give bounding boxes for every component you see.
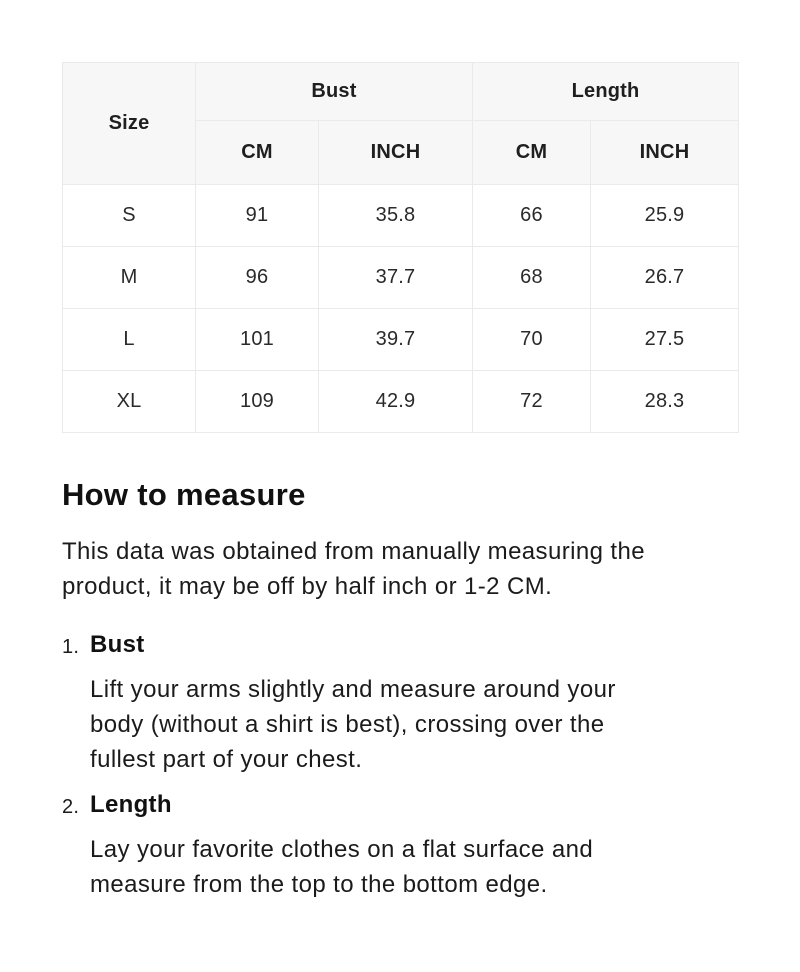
how-to-measure-heading: How to measure [62,477,306,512]
cell-bust-cm: 109 [196,371,319,433]
table-row-l [63,309,739,371]
cell-bust-inch: 42.9 [319,371,473,433]
cell-length-cm: 68 [473,247,591,309]
measure-intro-text: This data was obtained from manually measuring the product, it may be off by half inch or 1-2 CM. [62,538,645,600]
step-label-bust: Bust [90,631,145,658]
cell-length-cm: 66 [473,185,591,247]
cell-size: XL [63,371,196,433]
measure-steps-list [62,631,738,902]
step-description-length: Lay your favorite clothes on a flat surface and measure from the top to the bottom edge. [90,836,594,898]
cell-bust-cm: 96 [196,247,319,309]
header-length: Length [473,63,739,121]
size-chart-table [62,62,739,433]
header-size: Size [63,63,196,185]
header-length-cm: CM [473,121,591,185]
cell-length-cm: 72 [473,371,591,433]
list-item-length [62,791,738,902]
header-bust: Bust [196,63,473,121]
step-number: 1. [62,636,80,658]
cell-length-cm: 70 [473,309,591,371]
step-number: 2. [62,796,80,818]
cell-length-inch: 26.7 [591,247,739,309]
cell-length-inch: 27.5 [591,309,739,371]
cell-length-inch: 25.9 [591,185,739,247]
step-description-bust: Lift your arms slightly and measure around your body (without a shirt is best), crossing over the fullest part of your chest. [90,676,616,773]
cell-bust-cm: 91 [196,185,319,247]
table-row-m [63,247,739,309]
cell-bust-cm: 101 [196,309,319,371]
cell-bust-inch: 39.7 [319,309,473,371]
table-row-xl [63,371,739,433]
header-length-inch: INCH [591,121,739,185]
cell-size: M [63,247,196,309]
step-label-length: Length [90,791,172,818]
cell-size: L [63,309,196,371]
cell-bust-inch: 35.8 [319,185,473,247]
table-row-s [63,185,739,247]
list-item-bust [62,631,738,777]
header-bust-inch: INCH [319,121,473,185]
header-bust-cm: CM [196,121,319,185]
cell-length-inch: 28.3 [591,371,739,433]
cell-size: S [63,185,196,247]
cell-bust-inch: 37.7 [319,247,473,309]
